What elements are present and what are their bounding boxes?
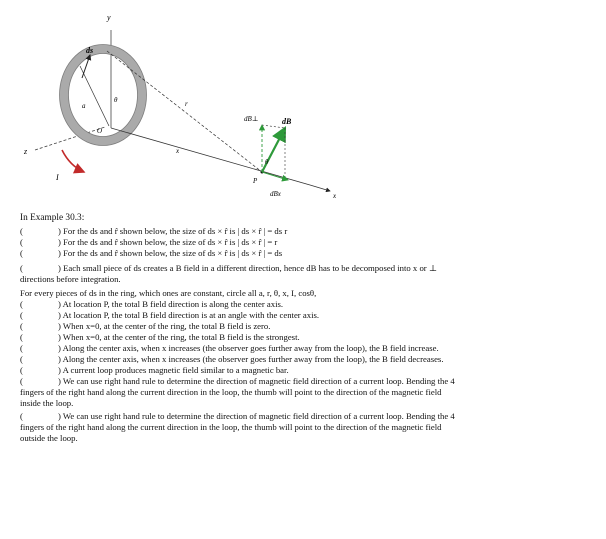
- statement-item: [20, 310, 600, 321]
- question-text-2: ) For the ds and r̂ shown below, the size of ds × r̂ is | ds × r̂ | = r: [58, 237, 278, 247]
- example-title: In Example 30.3:: [20, 213, 85, 223]
- answer-blank[interactable]: (: [20, 310, 23, 320]
- x-distance-label: x: [176, 147, 180, 155]
- answer-blank[interactable]: (: [20, 365, 23, 375]
- statement-item: [20, 354, 600, 365]
- radius-line: [80, 66, 109, 126]
- paragraph-2-line-3: outside the loop.: [20, 433, 78, 443]
- dB-label: dB: [282, 117, 292, 126]
- answer-blank[interactable]: (: [20, 263, 23, 273]
- radius-label: a: [82, 102, 86, 110]
- question-4-continued: directions before integration.: [20, 274, 121, 284]
- current-direction-arrow: [62, 150, 84, 172]
- paragraph-1-line-1: [20, 376, 600, 387]
- current-loop-ring: [64, 49, 142, 141]
- theta-ring-label: θ: [114, 96, 118, 104]
- x-axis-line: [310, 185, 330, 191]
- r-vector-line: [107, 51, 262, 172]
- figure-svg: [0, 0, 606, 212]
- answer-blank[interactable]: (: [20, 237, 23, 247]
- statement-item: [20, 365, 600, 376]
- paragraph-1-line-2: fingers of the right hand along the current direction in the loop, the thumb will point to the direction of the magnetic field: [20, 387, 442, 397]
- statement-item: [20, 332, 600, 343]
- answer-blank[interactable]: (: [20, 248, 23, 258]
- r-label: r: [185, 100, 188, 108]
- question-text: [20, 213, 600, 444]
- statement-item: [20, 299, 600, 310]
- dB-x-label: dBx: [270, 190, 281, 198]
- paragraph-2-line-2: fingers of the right hand along the current direction in the loop, the thumb will point to the direction of the magnetic field: [20, 422, 442, 432]
- point-p-label: P: [253, 177, 258, 185]
- answer-blank[interactable]: (: [20, 343, 23, 353]
- statement-item: [20, 321, 600, 332]
- dB-perp-label: dB⊥: [244, 115, 259, 123]
- statement-list: [20, 299, 600, 376]
- theta-p-label: θ: [265, 158, 269, 166]
- question-4: [20, 263, 600, 274]
- statement-text: ) Along the center axis, when x increases (the observer goes further away from the loop), the B field increase.: [58, 343, 439, 353]
- answer-blank[interactable]: (: [20, 321, 23, 331]
- statement-item: [20, 343, 600, 354]
- current-label: I: [56, 173, 59, 182]
- y-axis-label: y: [107, 13, 111, 22]
- statement-text: ) A current loop produces magnetic field similar to a magnetic bar.: [58, 365, 289, 375]
- x-axis-label: x: [333, 192, 337, 200]
- statement-text: ) When x=0, at the center of the ring, the total B field is zero.: [58, 321, 271, 331]
- paragraph-2-text-1: ) We can use right hand rule to determine the direction of magnetic field direction of a current loop. Bending the 4: [58, 411, 455, 421]
- question-text-4: ) Each small piece of ds creates a B field in a different direction, hence dB has to be decomposed into x or ⊥: [58, 263, 438, 273]
- question-3: [20, 248, 600, 259]
- answer-blank[interactable]: (: [20, 299, 23, 309]
- instruction-line: For every pieces of ds in the ring, which ones are constant, circle all a, r, θ, x, I, cosθ,: [20, 288, 317, 298]
- dB-x-arrow: [262, 172, 288, 180]
- statement-text: ) When x=0, at the center of the ring, the total B field is the strongest.: [58, 332, 300, 342]
- question-text-3: ) For the ds and r̂ shown below, the size of ds × r̂ is | ds × r̂ | = ds: [58, 248, 283, 258]
- loop-field-figure: [0, 0, 606, 212]
- statement-text: ) At location P, the total B field direction is along the center axis.: [58, 299, 284, 309]
- question-text-1: ) For the ds and r̂ shown below, the size of ds × r̂ is | ds × r̂ | = ds r: [58, 226, 288, 236]
- paragraph-1-text-1: ) We can use right hand rule to determine the direction of magnetic field direction of a current loop. Bending the 4: [58, 376, 455, 386]
- answer-blank[interactable]: (: [20, 226, 23, 236]
- answer-blank[interactable]: (: [20, 332, 23, 342]
- question-2: [20, 237, 600, 248]
- paragraph-1-line-3: inside the loop.: [20, 398, 74, 408]
- answer-blank[interactable]: (: [20, 354, 23, 364]
- statement-text: ) At location P, the total B field direction is at an angle with the center axis.: [58, 310, 320, 320]
- statement-text: ) Along the center axis, when x increases (the observer goes further away from the loop), the B field decreases.: [58, 354, 444, 364]
- ds-label: ds: [86, 46, 94, 55]
- origin-label: O: [97, 127, 103, 135]
- answer-blank[interactable]: (: [20, 411, 23, 421]
- question-1: [20, 226, 600, 237]
- paragraph-2-line-1: [20, 411, 600, 422]
- current-loop-ring-edge-inner: [69, 54, 138, 137]
- z-axis-label: z: [24, 147, 28, 156]
- answer-blank[interactable]: (: [20, 376, 23, 386]
